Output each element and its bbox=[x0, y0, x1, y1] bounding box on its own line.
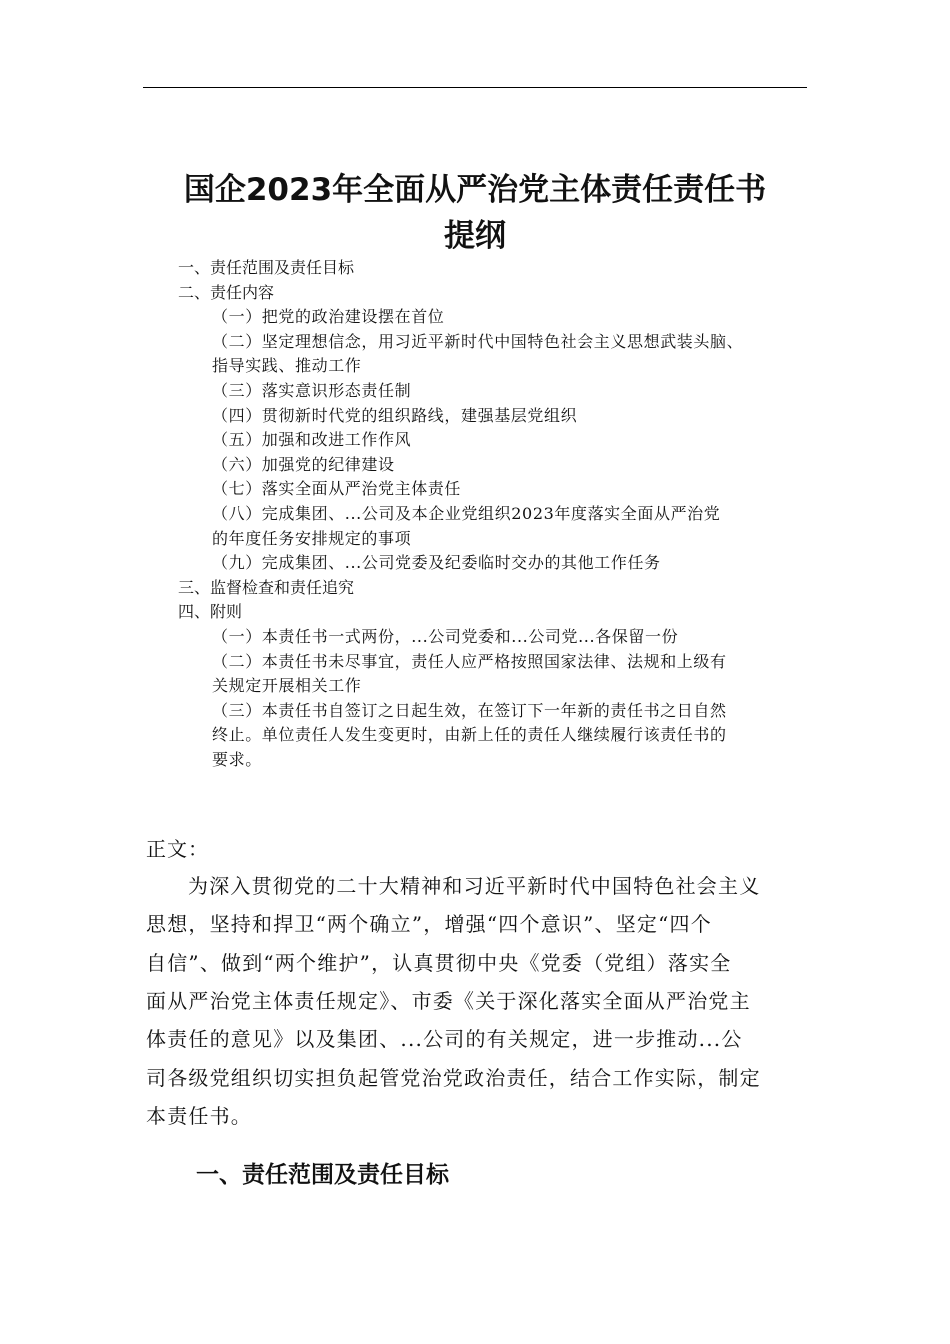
document-title: 国企2023年全面从严治党主体责任责任书 bbox=[183, 172, 767, 208]
outline-item: （四）贯彻新时代党的组织路线，建强基层党组织 bbox=[212, 405, 578, 425]
outline-item: （三）本责任书自签订之日起生效，在签订下一年新的责任书之日自然 bbox=[212, 700, 727, 720]
outline-item: （六）加强党的纪律建设 bbox=[212, 454, 395, 474]
outline-item: （一）本责任书一式两份，...公司党委和...公司党...各保留一份 bbox=[212, 627, 679, 646]
outline-heading: 三、监督检查和责任追究 bbox=[178, 577, 355, 597]
outline-item: 终止。单位责任人发生变更时，由新上任的责任人继续履行该责任书的 bbox=[212, 725, 727, 745]
outline-item: 要求。 bbox=[212, 750, 262, 769]
body-label: 正文： bbox=[146, 837, 209, 861]
outline-heading: 二、责任内容 bbox=[178, 282, 275, 302]
body-line: 思想，坚持和捍卫“两个确立”，增强“四个意识”、坚定“四个 bbox=[146, 912, 712, 937]
body-line: 面从严治党主体责任规定》、市委《关于深化落实全面从严治党主 bbox=[146, 988, 751, 1013]
body-line: 自信”、做到“两个维护”，认真贯彻中央《党委（党组）落实全 bbox=[146, 950, 732, 975]
outline-item: （五）加强和改进工作作风 bbox=[212, 430, 412, 450]
outline-item: （二）坚定理想信念，用习近平新时代中国特色社会主义思想武装头脑、 bbox=[212, 331, 744, 351]
document-subtitle: 提纲 bbox=[444, 218, 506, 254]
body-line: 体责任的意见》以及集团、...公司的有关规定，进一步推动...公 bbox=[146, 1027, 743, 1052]
outline-heading: 四、附则 bbox=[178, 602, 243, 622]
outline-item: 的年度任务安排规定的事项 bbox=[212, 528, 412, 548]
outline-item: （八）完成集团、...公司及本企业党组织2023年度落实全面从严治党 bbox=[212, 504, 721, 523]
outline-item: 关规定开展相关工作 bbox=[212, 676, 362, 696]
outline-item: （九）完成集团、...公司党委及纪委临时交办的其他工作任务 bbox=[212, 553, 661, 573]
outline-item: （三）落实意识形态责任制 bbox=[212, 381, 412, 400]
section-heading: 一、责任范围及责任目标 bbox=[196, 1162, 449, 1188]
outline-heading: 一、责任范围及责任目标 bbox=[178, 258, 355, 277]
body-line: 本责任书。 bbox=[146, 1103, 252, 1128]
outline-item: （七）落实全面从严治党主体责任 bbox=[212, 479, 462, 499]
outline-item: （一）把党的政治建设摆在首位 bbox=[212, 307, 445, 327]
outline-item: 指导实践、推动工作 bbox=[212, 356, 362, 376]
body-line: 司各级党组织切实担负起管党治党政治责任，结合工作实际，制定 bbox=[146, 1065, 761, 1090]
outline-item: （二）本责任书未尽事宜，责任人应严格按照国家法律、法规和上级有 bbox=[212, 651, 727, 671]
header-rule bbox=[143, 87, 807, 88]
body-line: 为深入贯彻党的二十大精神和习近平新时代中国特色社会主义 bbox=[188, 874, 761, 898]
